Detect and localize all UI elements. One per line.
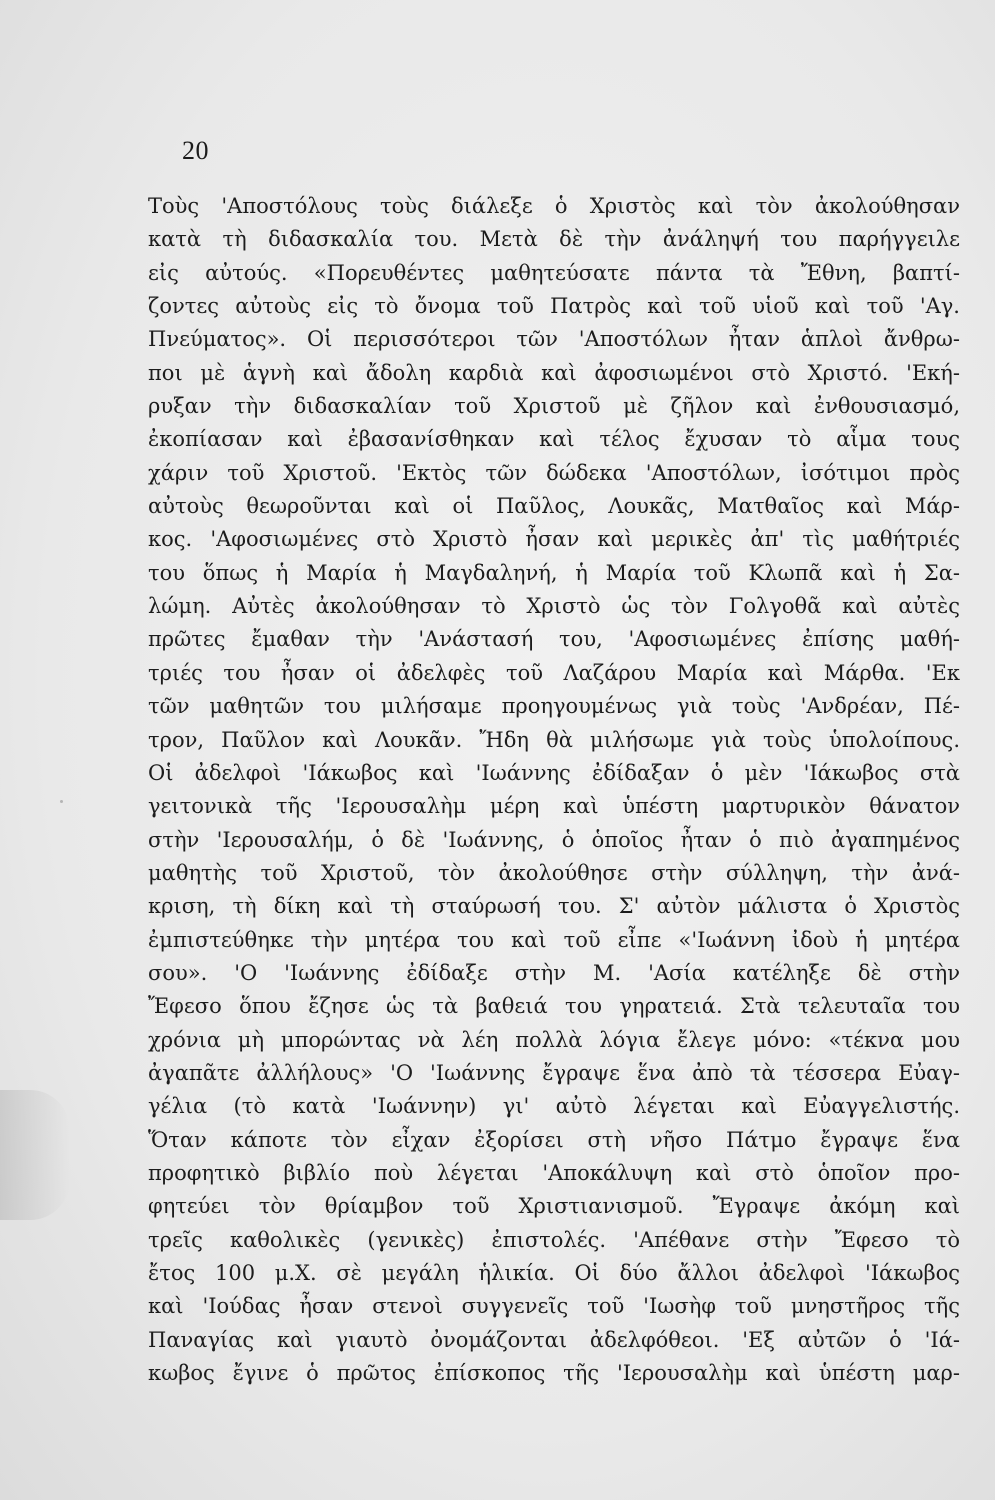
text-line: Ὅταν κάποτε τὸν εἶχαν ἐξορίσει στὴ νῆσο Πάτμο ἔγραψε ἕνα [148,1127,960,1152]
text-line: φητεύει τὸν θρίαμβον τοῦ Χριστιανισμοῦ. Ἔγραψε ἀκόμη καὶ [148,1194,960,1219]
text-line: αὐτοὺς θεωροῦνται καὶ οἱ Παῦλος, Λουκᾶς, Ματθαῖος καὶ Μάρ- [148,494,960,519]
text-line: τριές του ἦσαν οἱ ἀδελφὲς τοῦ Λαζάρου Μαρία καὶ Μάρθα. 'Εκ [148,660,960,685]
text-line: Πνεύματος». Οἱ περισσότεροι τῶν 'Αποστόλων ἦταν ἁπλοὶ ἄνθρω- [148,327,960,352]
text-line: γέλια (τὸ κατὰ 'Ιωάννην) γι' αὐτὸ λέγεται καὶ Εὐαγγελιστής. [148,1094,960,1119]
text-line: ἐμπιστεύθηκε τὴν μητέρα του καὶ τοῦ εἶπε «'Ιωάννη ἰδοὺ ἡ μητέρα [148,927,960,952]
text-line: του ὅπως ἡ Μαρία ἡ Μαγδαληνή, ἡ Μαρία τοῦ Κλωπᾶ καὶ ἡ Σα- [148,560,960,585]
text-line: χάριν τοῦ Χριστοῦ. 'Εκτὸς τῶν δώδεκα 'Αποστόλων, ἰσότιμοι πρὸς [148,460,960,485]
body-text [148,190,960,1390]
page-number: 20 [182,136,209,165]
text-line: εἰς αὐτούς. «Πορευθέντες μαθητεύσατε πάντα τὰ Ἔθνη, βαπτί- [148,260,960,285]
text-line: Οἱ ἀδελφοὶ 'Ιάκωβος καὶ 'Ιωάννης ἐδίδαξαν ὁ μὲν 'Ιάκωβος στὰ [148,760,960,785]
text-line: πρῶτες ἔμαθαν τὴν 'Ανάστασή του, 'Αφοσιωμένες ἐπίσης μαθή- [148,627,960,652]
text-line: κωβος ἔγινε ὁ πρῶτος ἐπίσκοπος τῆς 'Ιερουσαλὴμ καὶ ὑπέστη μαρ- [148,1361,960,1386]
text-line: κος. 'Αφοσιωμένες στὸ Χριστὸ ἦσαν καὶ μερικὲς ἀπ' τὶς μαθήτριές [148,527,960,552]
text-line: χρόνια μὴ μπορώντας νὰ λέη πολλὰ λόγια ἔλεγε μόνο: «τέκνα μου [148,1027,960,1052]
text-line: τρεῖς καθολικὲς (γενικὲς) ἐπιστολές. 'Απέθανε στὴν Ἔφεσο τὸ [148,1227,960,1252]
text-line: ποι μὲ ἁγνὴ καὶ ἄδολη καρδιὰ καὶ ἀφοσιωμένοι στὸ Χριστό. 'Εκή- [148,360,960,385]
text-line: Παναγίας καὶ γιαυτὸ ὀνομάζονται ἀδελφόθεοι. 'Εξ αὐτῶν ὁ 'Ιά- [148,1327,960,1352]
text-line: σου». 'Ο 'Ιωάννης ἐδίδαξε στὴν Μ. 'Ασία κατέληξε δὲ στὴν [148,960,960,985]
page-edge-shadow [0,1090,70,1220]
text-line: Ἔφεσο ὅπου ἔζησε ὡς τὰ βαθειά του γηρατειά. Στὰ τελευταῖα του [148,994,960,1019]
text-line: γειτονικὰ τῆς 'Ιερουσαλὴμ μέρη καὶ ὑπέστη μαρτυρικὸν θάνατον [148,794,960,819]
text-line: ἀγαπᾶτε ἀλλήλους» 'Ο 'Ιωάννης ἔγραψε ἕνα ἀπὸ τὰ τέσσερα Εὐαγ- [148,1060,960,1085]
text-line: καὶ 'Ιούδας ἦσαν στενοὶ συγγενεῖς τοῦ 'Ιωσὴφ τοῦ μνηστῆρος τῆς [148,1294,960,1319]
text-line: ζοντες αὐτοὺς εἰς τὸ ὄνομα τοῦ Πατρὸς καὶ τοῦ υἱοῦ καὶ τοῦ 'Αγ. [148,294,960,319]
text-line: ρυξαν τὴν διδασκαλίαν τοῦ Χριστοῦ μὲ ζῆλον καὶ ἐνθουσιασμό, [148,394,960,419]
text-line: προφητικὸ βιβλίο ποὺ λέγεται 'Αποκάλυψη καὶ στὸ ὁποῖον προ- [148,1160,960,1185]
text-line: λώμη. Αὐτὲς ἀκολούθησαν τὸ Χριστὸ ὡς τὸν Γολγοθᾶ καὶ αὐτὲς [148,594,960,619]
text-line: κριση, τὴ δίκη καὶ τὴ σταύρωσή του. Σ' αὐτὸν μάλιστα ὁ Χριστὸς [148,894,960,919]
margin-speck [60,800,63,803]
text-line: κατὰ τὴ διδασκαλία του. Μετὰ δὲ τὴν ἀνάληψή του παρήγγειλε [148,227,960,252]
text-line: Τοὺς 'Αποστόλους τοὺς διάλεξε ὁ Χριστὸς καὶ τὸν ἀκολούθησαν [148,194,960,218]
text-line: ἔτος 100 μ.Χ. σὲ μεγάλη ἡλικία. Οἱ δύο ἄλλοι ἀδελφοὶ 'Ιάκωβος [148,1261,960,1285]
text-line: τρον, Παῦλον καὶ Λουκᾶν. Ἤδη θὰ μιλήσωμε γιὰ τοὺς ὑπολοίπους. [148,727,960,752]
text-line: τῶν μαθητῶν του μιλήσαμε προηγουμένως γιὰ τοὺς 'Ανδρέαν, Πέ- [148,694,960,719]
text-line: ἐκοπίασαν καὶ ἐβασανίσθηκαν καὶ τέλος ἔχυσαν τὸ αἷμα τους [148,427,960,452]
text-line: μαθητὴς τοῦ Χριστοῦ, τὸν ἀκολούθησε στὴν σύλληψη, τὴν ἀνά- [148,860,960,885]
text-line: στὴν 'Ιερουσαλήμ, ὁ δὲ 'Ιωάννης, ὁ ὁποῖος ἦταν ὁ πιὸ ἀγαπημένος [148,827,960,852]
